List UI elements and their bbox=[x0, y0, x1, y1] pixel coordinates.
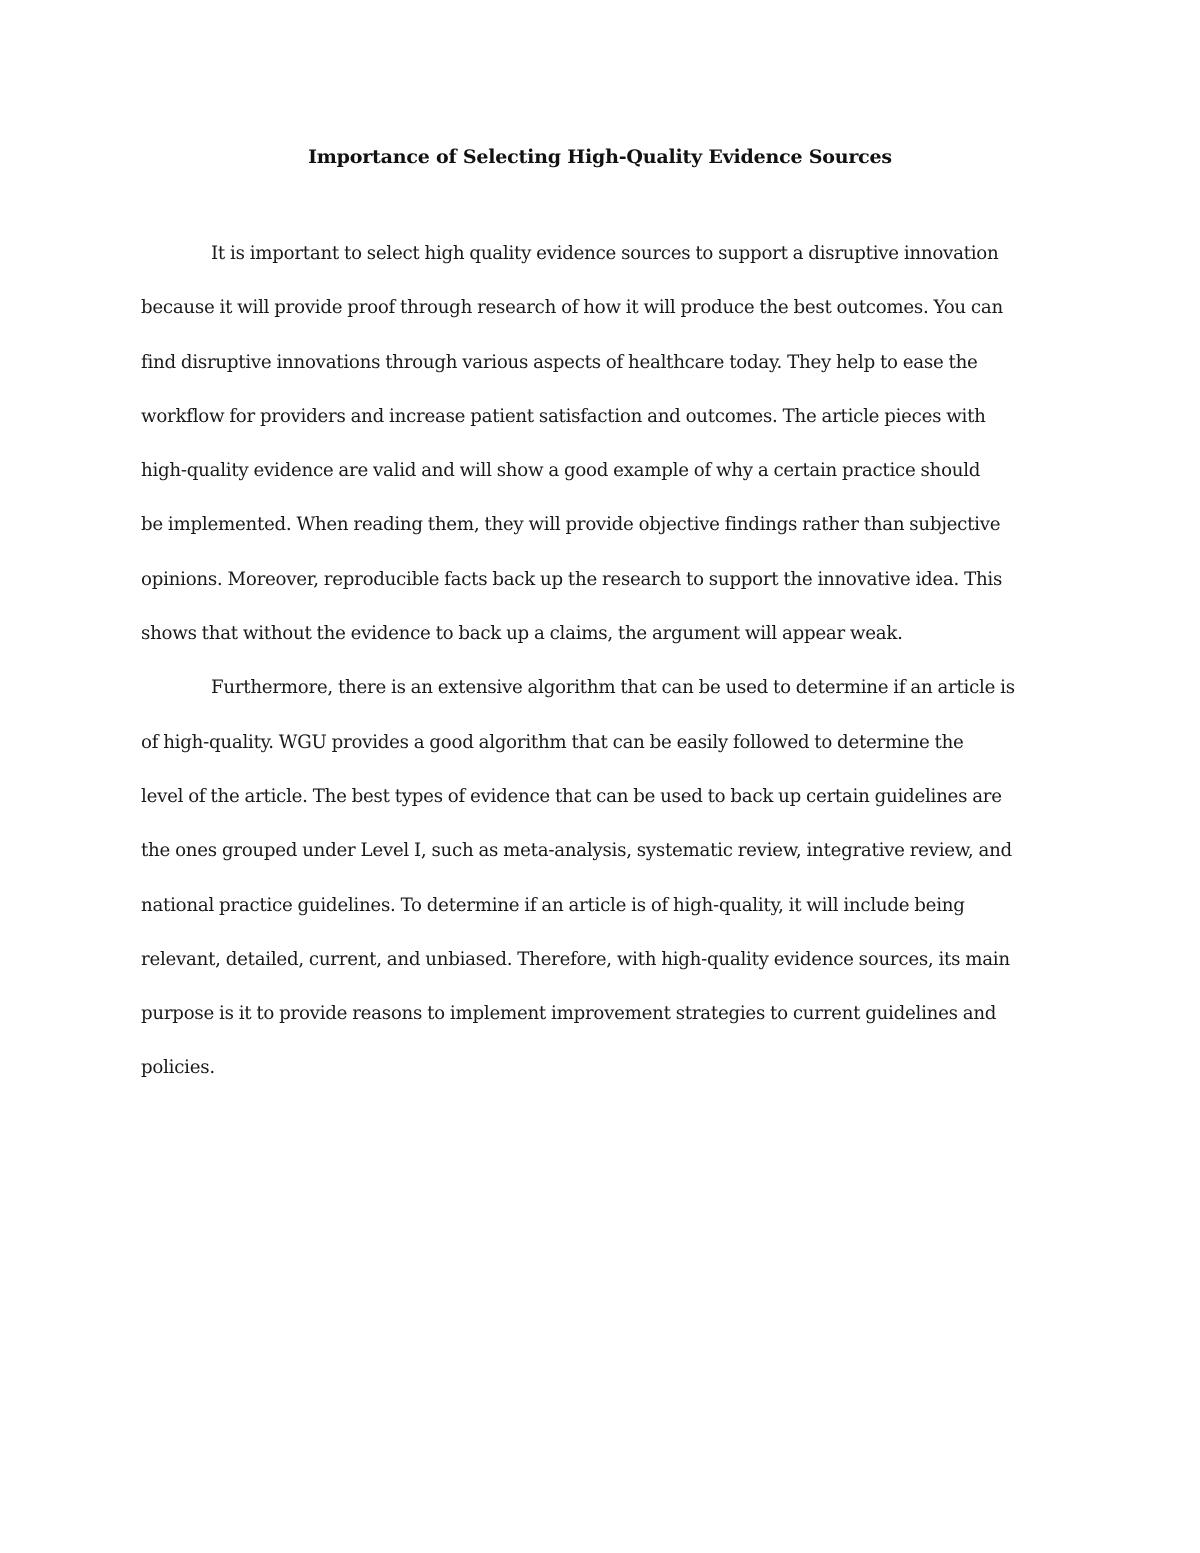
document-title: Importance of Selecting High-Quality Evidence Sources bbox=[308, 146, 892, 168]
paragraph-line: It is important to select high quality evidence sources to support a disruptive innovation bbox=[211, 243, 999, 264]
paragraph-line: high-quality evidence are valid and will show a good example of why a certain practice should bbox=[141, 460, 981, 482]
document-body bbox=[141, 227, 1059, 1096]
paragraph-line: purpose is it to provide reasons to implement improvement strategies to current guidelines and bbox=[141, 1003, 997, 1025]
paragraph-line: national practice guidelines. To determine if an article is of high-quality, it will include being bbox=[141, 894, 965, 916]
paragraph-2 bbox=[141, 661, 1059, 1095]
paragraph-line: Furthermore, there is an extensive algorithm that can be used to determine if an article is bbox=[211, 677, 1015, 699]
paragraph-1 bbox=[141, 227, 1059, 661]
paragraph-line: find disruptive innovations through various aspects of healthcare today. They help to ease the bbox=[141, 351, 978, 373]
paragraph-line: relevant, detailed, current, and unbiased. Therefore, with high-quality evidence sources, its main bbox=[141, 948, 1010, 970]
paragraph-line: the ones grouped under Level I, such as meta-analysis, systematic review, integrative review, and bbox=[141, 840, 1012, 862]
paragraph-line: opinions. Moreover, reproducible facts back up the research to support the innovative idea. This bbox=[141, 568, 1003, 590]
paragraph-line: level of the article. The best types of evidence that can be used to back up certain guidelines are bbox=[141, 785, 1002, 807]
paragraph-line: of high-quality. WGU provides a good algorithm that can be easily followed to determine the bbox=[141, 731, 964, 753]
paragraph-line: shows that without the evidence to back up a claims, the argument will appear weak. bbox=[141, 623, 903, 645]
paragraph-line: because it will provide proof through research of how it will produce the best outcomes. You can bbox=[141, 297, 1003, 319]
paragraph-line: workflow for providers and increase patient satisfaction and outcomes. The article pieces with bbox=[141, 405, 986, 427]
paragraph-line: policies. bbox=[141, 1057, 215, 1079]
paragraph-line: be implemented. When reading them, they will provide objective findings rather than subjective bbox=[141, 514, 1001, 536]
